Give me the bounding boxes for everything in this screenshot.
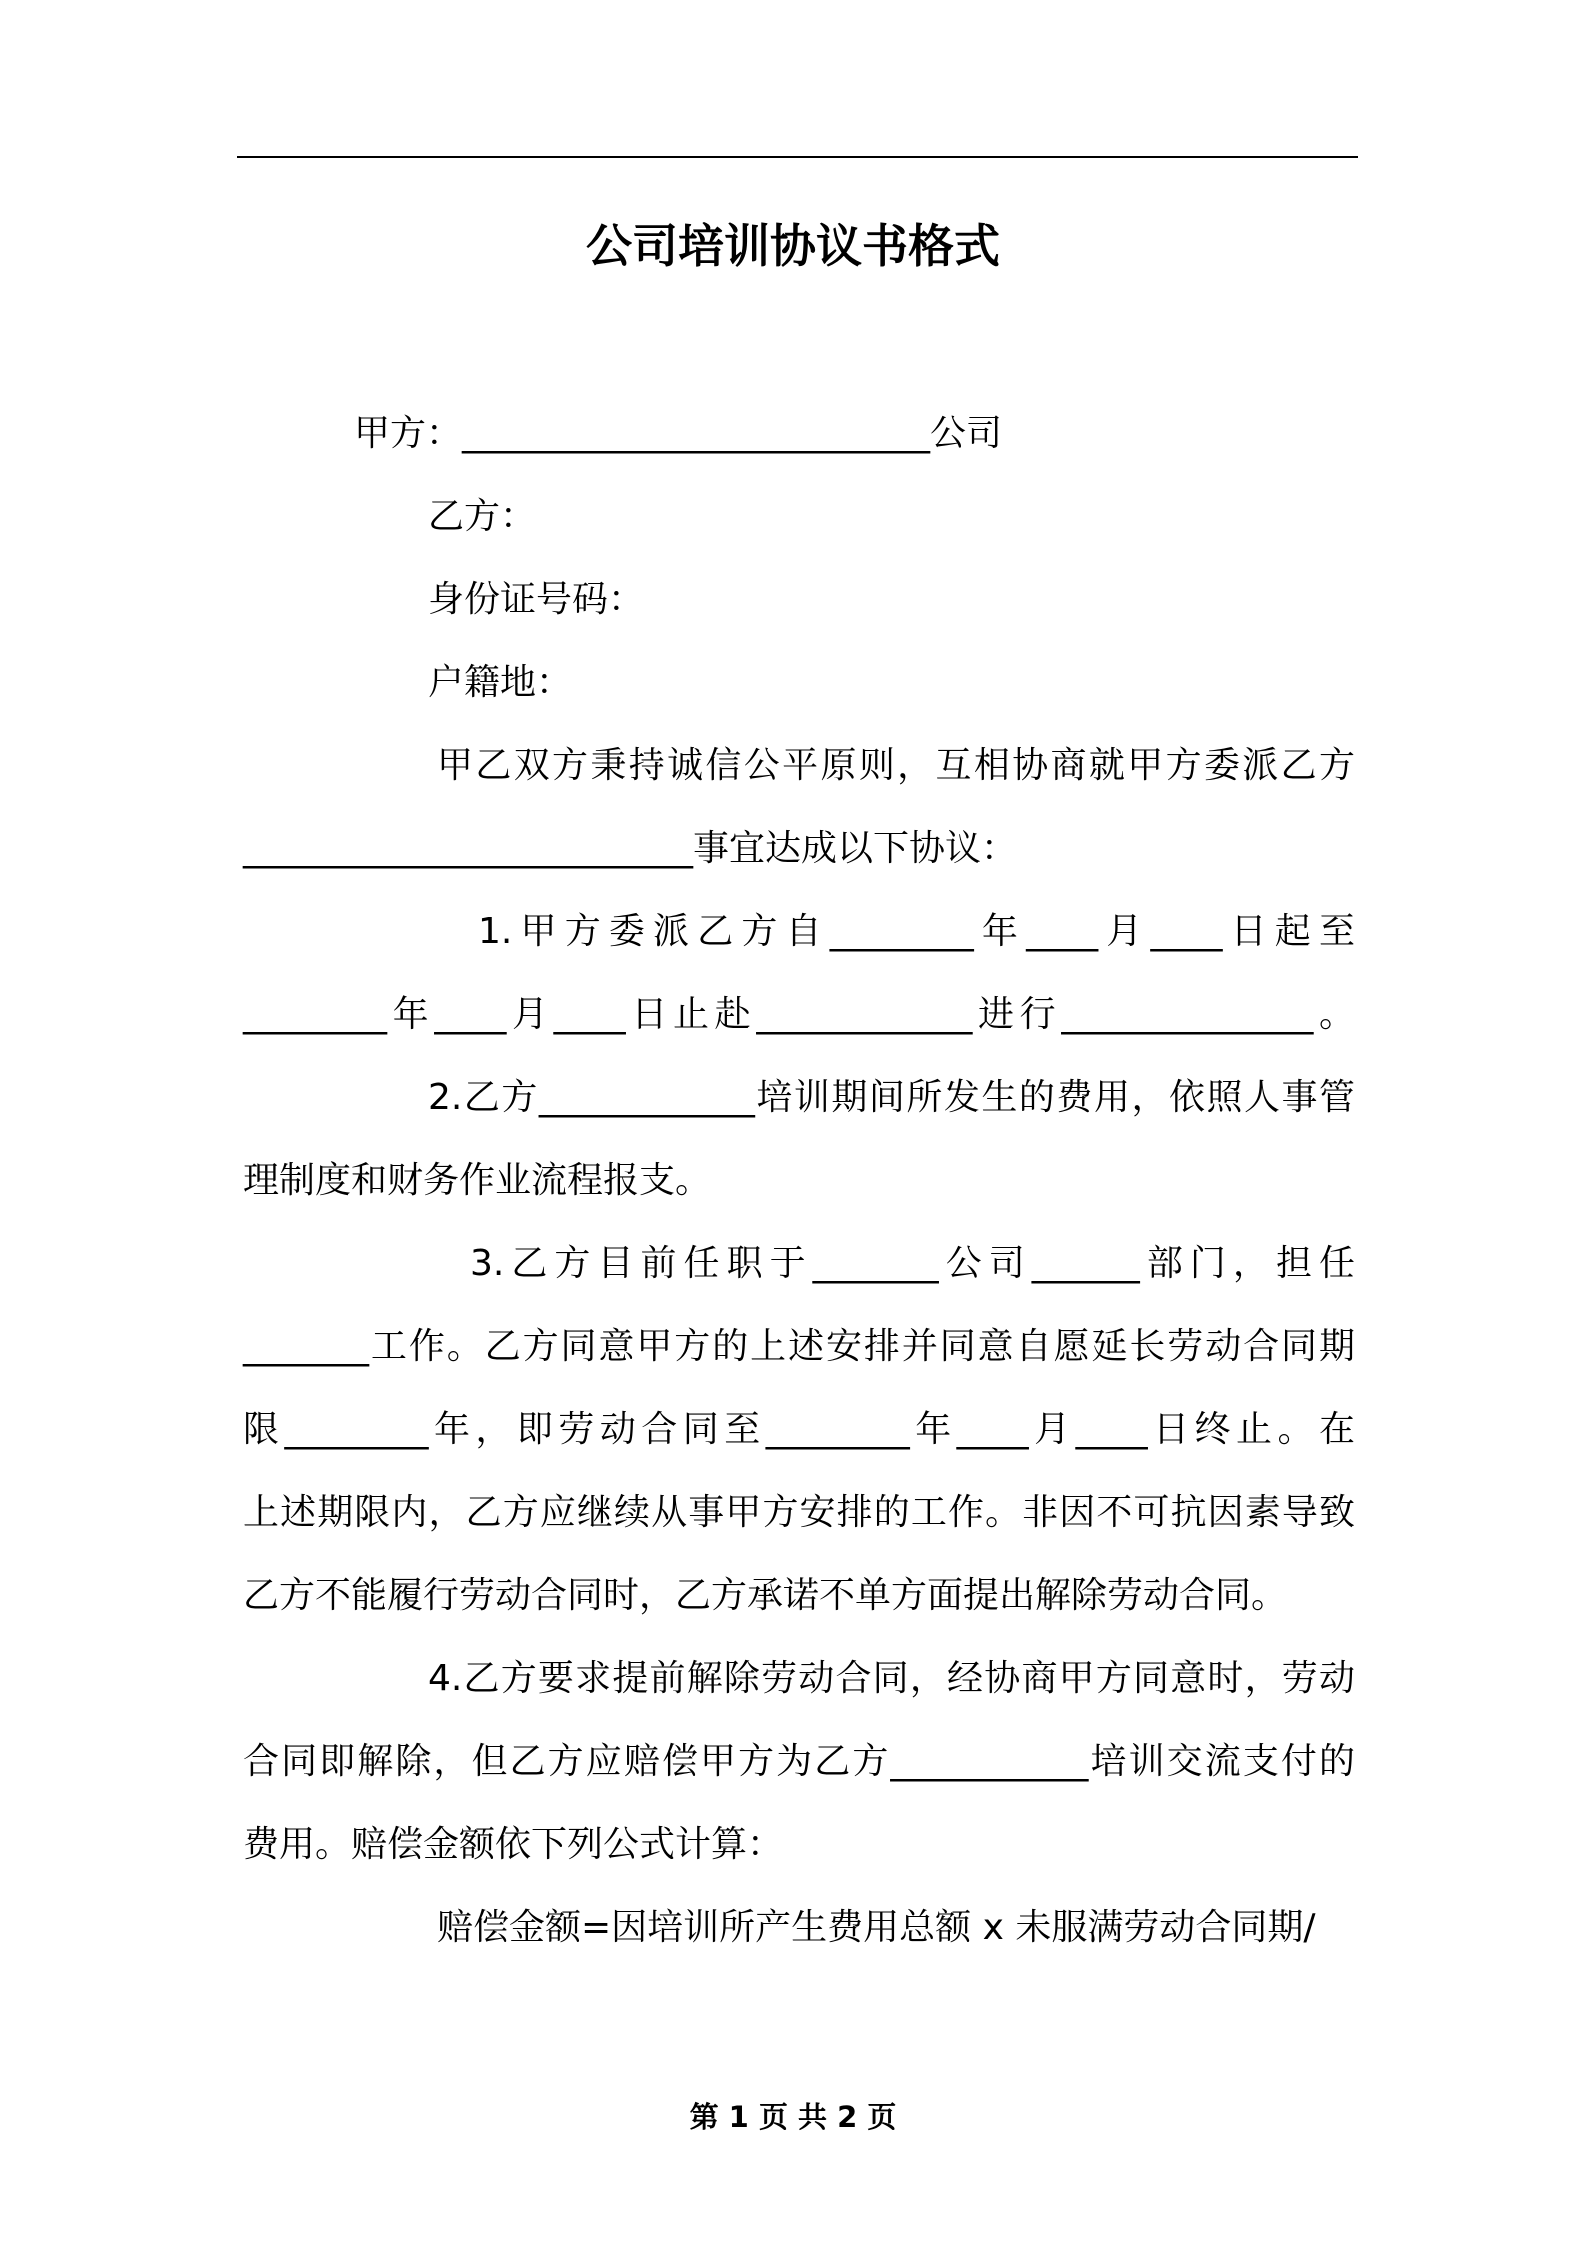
clause-3-line-3: 限________年，即劳动合同至________年____月____日终止。在 — [243, 1409, 1355, 1450]
clause-4-line-3: 费用。赔偿金额依下列公式计算： — [243, 1824, 784, 1865]
clause-3-line-5: 乙方不能履行劳动合同时，乙方承诺不单方面提出解除劳动合同。 — [243, 1575, 1288, 1616]
header-rule — [237, 156, 1358, 158]
document-title: 公司培训协议书格式 — [586, 219, 1000, 273]
clause-4-line-2: 合同即解除，但乙方应赔偿甲方为乙方___________培训交流支付的 — [243, 1741, 1355, 1782]
clause-4-line-1: 4.乙方要求提前解除劳动合同，经协商甲方同意时，劳动 — [428, 1658, 1355, 1699]
clause-1-line-2: ________年____月____日止赴____________进行______________。 — [243, 994, 1355, 1035]
intro-paragraph-line-1: 甲乙双方秉持诚信公平原则，互相协商就甲方委派乙方 — [437, 745, 1355, 786]
clause-3-line-4: 上述期限内，乙方应继续从事甲方安排的工作。非因不可抗因素导致 — [243, 1492, 1355, 1533]
intro-paragraph-line-2: _________________________事宜达成以下协议： — [243, 828, 1018, 869]
party-a-line: 甲方：__________________________公司 — [354, 413, 1003, 454]
party-b-line: 乙方： — [428, 496, 537, 537]
page-indicator: 第 1 页 共 2 页 — [689, 2100, 897, 2134]
id-number-line: 身份证号码： — [428, 579, 645, 620]
clause-3-line-1: 3.乙方目前任职于_______公司______部门，担任 — [470, 1243, 1355, 1284]
formula-line: 赔偿金额=因培训所产生费用总额 x 未服满劳动合同期/ — [437, 1907, 1316, 1948]
clause-2-line-1: 2.乙方____________培训期间所发生的费用，依照人事管 — [428, 1077, 1355, 1118]
clause-1-line-1: 1.甲方委派乙方自________年____月____日起至 — [478, 911, 1355, 952]
clause-3-line-2: _______工作。乙方同意甲方的上述安排并同意自愿延长劳动合同期 — [243, 1326, 1355, 1367]
clause-2-line-2: 理制度和财务作业流程报支。 — [243, 1160, 712, 1201]
household-registration-line: 户籍地： — [428, 662, 573, 703]
